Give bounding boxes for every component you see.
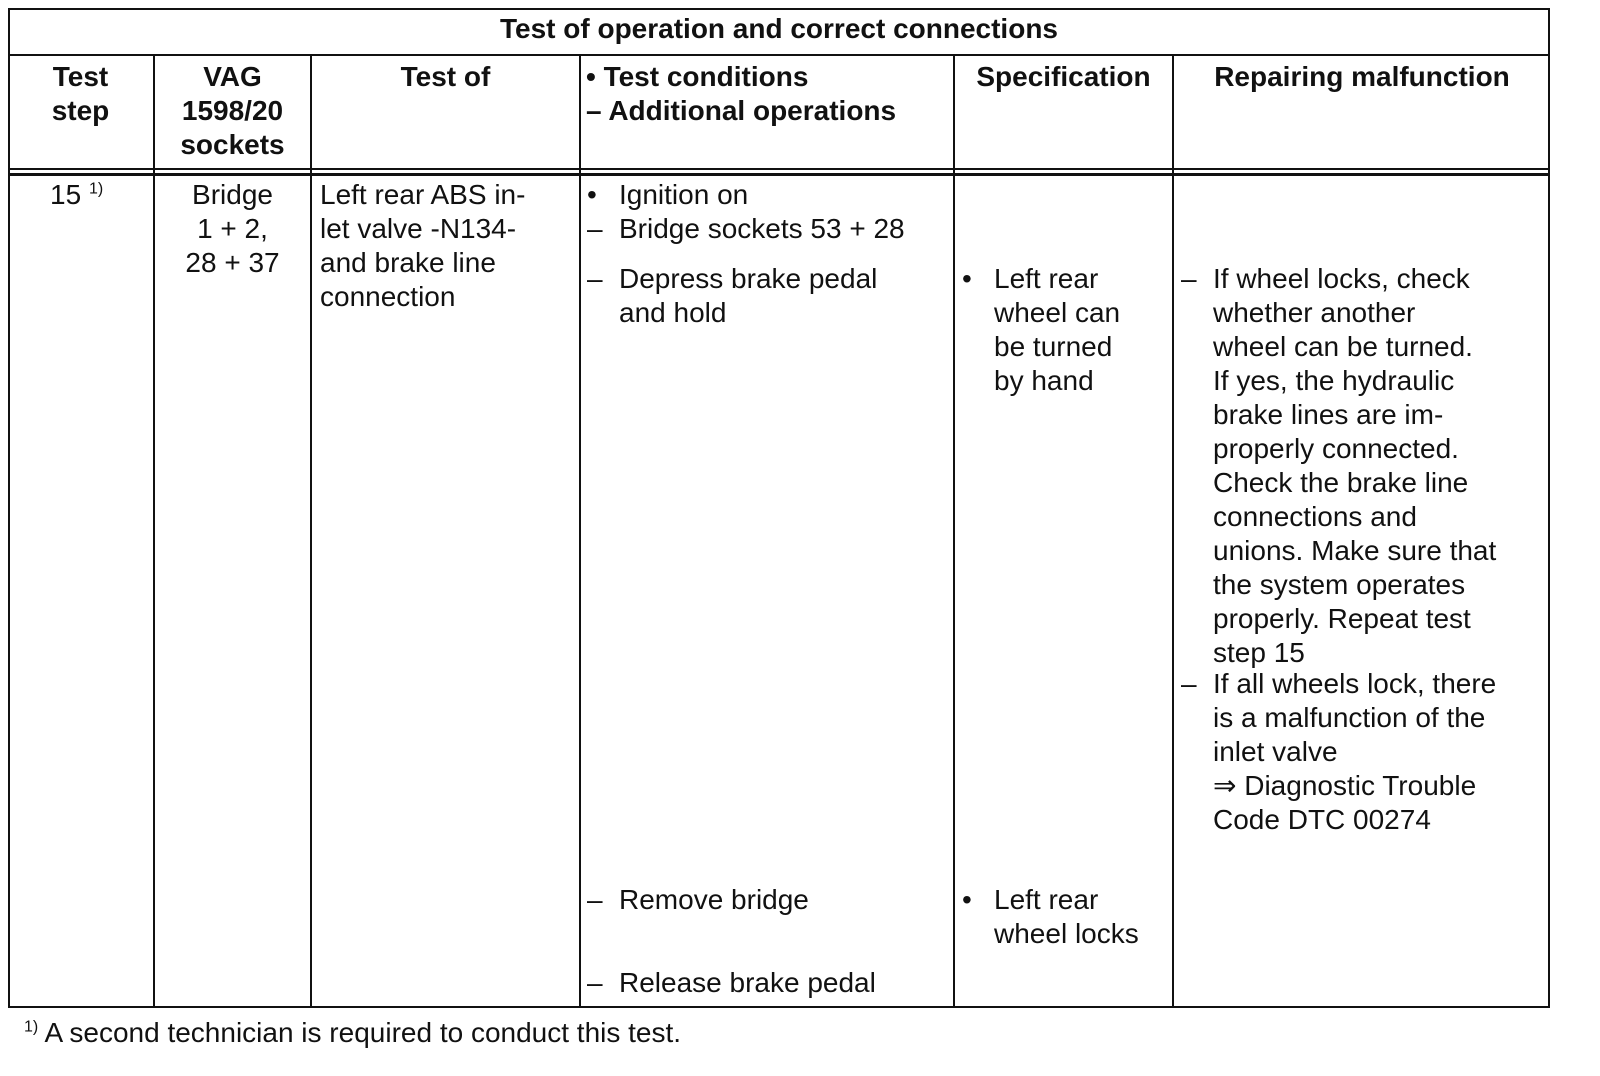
condition-text: Remove bridge bbox=[619, 884, 809, 915]
footnote bbox=[24, 1013, 681, 1053]
condition-text: Bridge sockets 53 + 28 bbox=[619, 213, 905, 244]
header-line: • Test conditions bbox=[586, 61, 809, 92]
specification-text: wheel locks bbox=[994, 918, 1139, 949]
header-rule-double bbox=[8, 173, 1550, 176]
header-specification: Specification bbox=[976, 61, 1151, 92]
dash-mark: – bbox=[587, 263, 603, 294]
condition-item bbox=[587, 178, 951, 212]
vag-sockets-cell bbox=[157, 178, 308, 280]
test-of-line: Left rear ABS in- bbox=[320, 179, 526, 210]
column-rule bbox=[153, 54, 155, 1008]
column-rule bbox=[310, 54, 312, 1008]
dash-mark: – bbox=[587, 967, 603, 998]
condition-text: Depress brake pedal bbox=[619, 263, 878, 294]
repair-text: step 15 bbox=[1213, 637, 1305, 668]
column-rule bbox=[579, 54, 581, 1008]
footnote-text: A second technician is required to conduct this test. bbox=[44, 1017, 682, 1048]
specification-text: Left rear bbox=[994, 884, 1099, 915]
dash-mark: – bbox=[587, 884, 603, 915]
table-title: Test of operation and correct connections bbox=[499, 13, 1058, 44]
test-of-line: connection bbox=[320, 281, 456, 312]
condition-text: Ignition on bbox=[619, 179, 749, 210]
specification-text: wheel can bbox=[994, 297, 1121, 328]
column-rule bbox=[1172, 54, 1174, 1008]
dash-mark: – bbox=[1181, 263, 1197, 294]
header-test-of: Test of bbox=[400, 61, 491, 92]
header-line: VAG bbox=[203, 61, 262, 92]
specification-text: be turned bbox=[994, 331, 1113, 362]
bullet-mark: • bbox=[962, 884, 972, 915]
repair-text: brake lines are im- bbox=[1213, 399, 1444, 430]
specification-text: Left rear bbox=[994, 263, 1099, 294]
vag-line: 28 + 37 bbox=[185, 247, 280, 278]
header-repairing-malfunction: Repairing malfunction bbox=[1214, 61, 1510, 92]
condition-text: and hold bbox=[619, 297, 727, 328]
footnote-marker: 1) bbox=[24, 1018, 39, 1036]
specification-item bbox=[962, 262, 1170, 398]
bullet-mark: • bbox=[587, 179, 597, 210]
repair-text: properly. Repeat test bbox=[1213, 603, 1471, 634]
test-of-line: and brake line bbox=[320, 247, 496, 278]
header-line: step bbox=[51, 95, 110, 126]
specification-text: by hand bbox=[994, 365, 1094, 396]
repair-text: ⇒ Diagnostic Trouble bbox=[1213, 770, 1477, 801]
bullet-mark: • bbox=[962, 263, 972, 294]
header-rule bbox=[8, 168, 1550, 170]
header-line: sockets bbox=[180, 129, 285, 160]
repair-text: If wheel locks, check bbox=[1213, 263, 1470, 294]
header-line: – Additional operations bbox=[586, 95, 897, 126]
test-of-line: let valve -N134- bbox=[320, 213, 517, 244]
header-test-step bbox=[10, 60, 151, 128]
condition-item bbox=[587, 212, 951, 246]
repair-text: whether another bbox=[1213, 297, 1416, 328]
repair-text: the system operates bbox=[1213, 569, 1466, 600]
header-line: 1598/20 bbox=[181, 95, 284, 126]
step-footnote-marker: 1) bbox=[88, 180, 104, 198]
condition-item bbox=[587, 966, 951, 1000]
dash-mark: – bbox=[1181, 668, 1197, 699]
specification-item bbox=[962, 883, 1170, 951]
condition-item bbox=[587, 262, 951, 330]
repair-item bbox=[1181, 667, 1547, 837]
step-number: 15 bbox=[50, 179, 82, 210]
condition-item bbox=[587, 883, 951, 917]
repair-text: properly connected. bbox=[1213, 433, 1459, 464]
repair-item bbox=[1181, 262, 1547, 670]
header-line: Test bbox=[52, 61, 109, 92]
condition-text: Release brake pedal bbox=[619, 967, 876, 998]
repair-text: inlet valve bbox=[1213, 736, 1338, 767]
repair-text: unions. Make sure that bbox=[1213, 535, 1497, 566]
header-vag-sockets bbox=[157, 60, 308, 162]
test-of-cell bbox=[320, 178, 576, 314]
repair-text: connections and bbox=[1213, 501, 1417, 532]
repair-text: Check the brake line bbox=[1213, 467, 1469, 498]
vag-line: 1 + 2, bbox=[197, 213, 268, 244]
repair-text: If yes, the hydraulic bbox=[1213, 365, 1455, 396]
dash-mark: – bbox=[587, 213, 603, 244]
repair-text: Code DTC 00274 bbox=[1213, 804, 1431, 835]
vag-line: Bridge bbox=[192, 179, 273, 210]
title-rule bbox=[8, 54, 1550, 56]
repair-text: If all wheels lock, there bbox=[1213, 668, 1497, 699]
header-test-conditions bbox=[586, 60, 950, 128]
test-step-number bbox=[50, 178, 150, 212]
repair-text: is a malfunction of the bbox=[1213, 702, 1486, 733]
column-rule bbox=[953, 54, 955, 1008]
repair-text: wheel can be turned. bbox=[1213, 331, 1473, 362]
